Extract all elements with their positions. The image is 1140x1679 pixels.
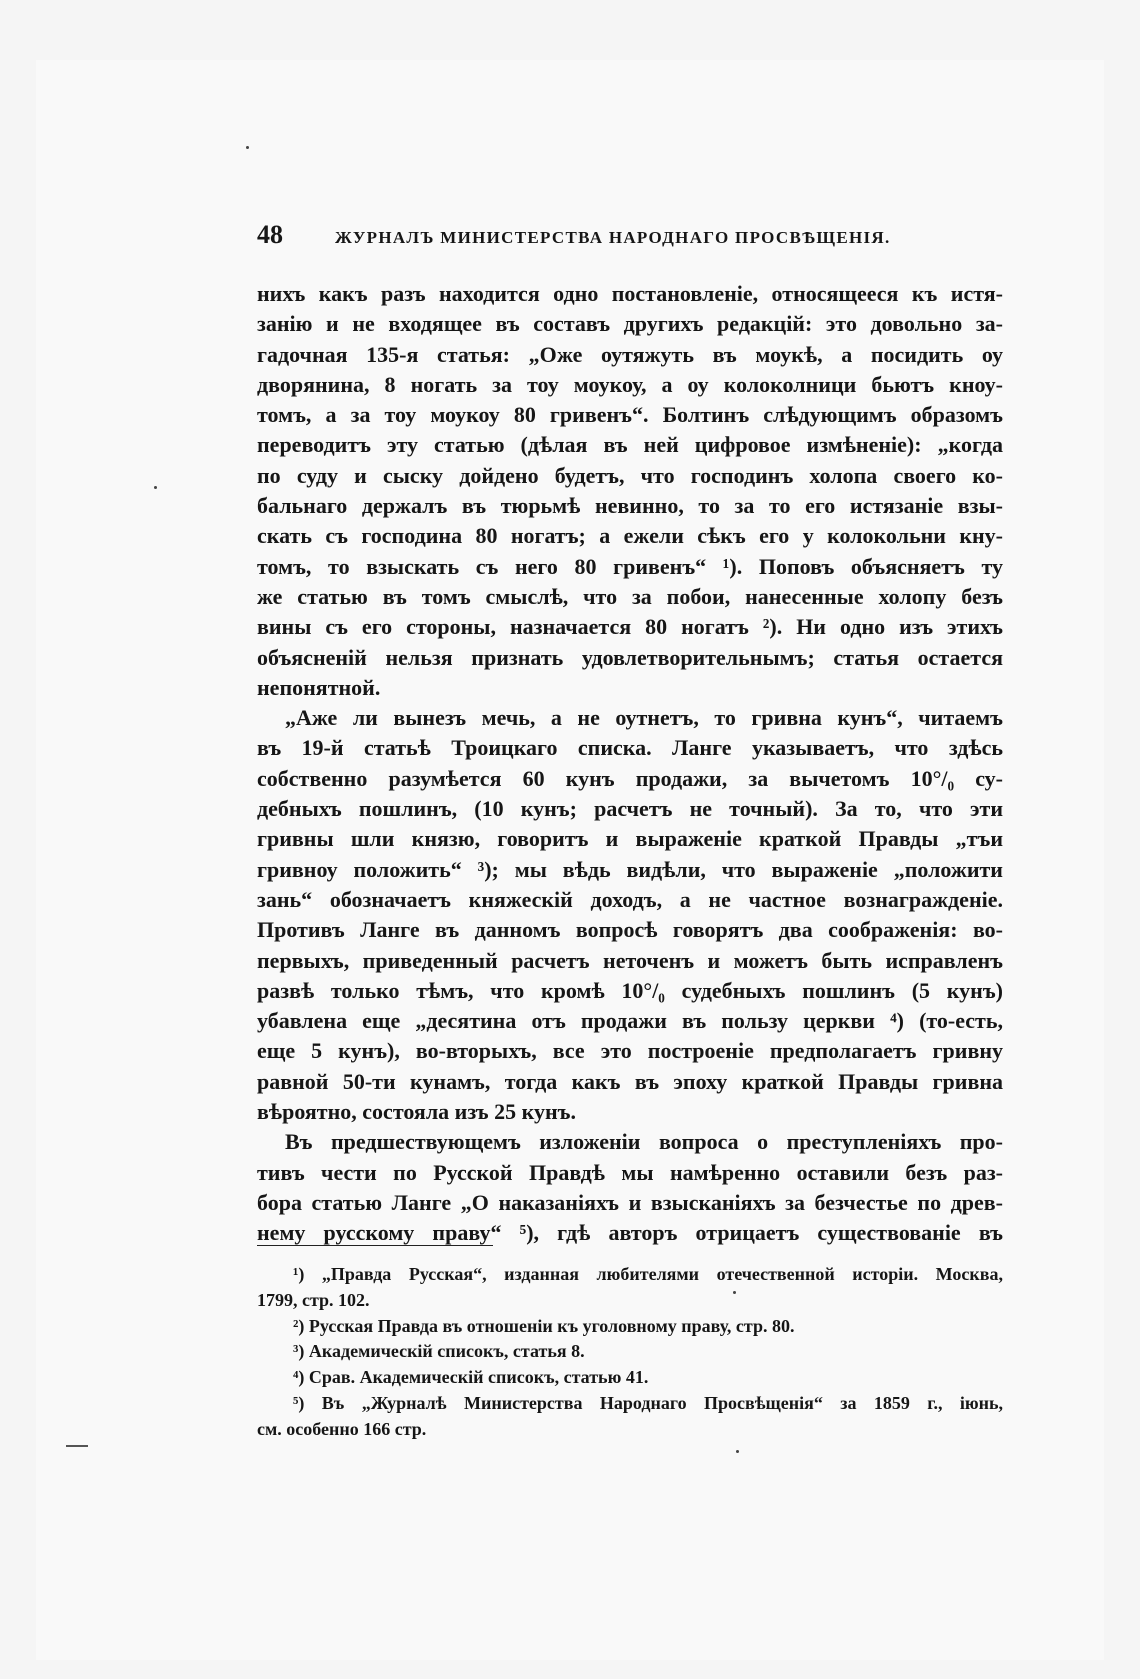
footnote-continuation: 1799, стр. 102.	[257, 1289, 370, 1310]
text-line: непонятной.	[257, 674, 381, 700]
text-line: бора статью Ланге „О наказаніяхъ и взысканіяхъ за безчестье по древ-	[257, 1189, 1003, 1215]
text-line: первыхъ, приведенный расчетъ неточенъ и можетъ быть исправленъ	[257, 947, 1003, 973]
text-line: же статью въ томъ смыслѣ, что за побои, нанесенные холопу безъ	[257, 583, 1003, 609]
footnote-divider	[257, 1245, 493, 1246]
text-line: переводитъ эту статью (дѣлая въ ней цифровое измѣненіе): „когда	[257, 432, 1003, 458]
footnote: ³) Академическій списокъ, статья 8.	[293, 1341, 585, 1362]
text-line: бальнаго держалъ въ тюрьмѣ невинно, то за то его истязаніе взы-	[257, 493, 1003, 519]
footnote: ¹) „Правда Русская“, изданная любителями отечественной исторіи. Москва,	[293, 1264, 1003, 1284]
text-line: убавлена еще „десятина отъ продажи въ пользу церкви ⁴) (то-есть,	[257, 1008, 1003, 1034]
text-line: по суду и сыску дойдено будетъ, что господинъ холопа своего ко-	[257, 462, 1003, 488]
text-line: равной 50-ти кунамъ, тогда какъ въ эпоху краткой Правды гривна	[257, 1068, 1003, 1094]
footnote: ⁵) Въ „Журналѣ Министерства Народнаго Просвѣщенія“ за 1859 г., іюнь,	[293, 1392, 1003, 1413]
scan-speck	[733, 1291, 736, 1294]
text-line: вѣроятно, состояла изъ 25 кунъ.	[257, 1099, 576, 1125]
text-line: дворянина, 8 ногать за тоу моукоу, а оу колоколници бьютъ кноу-	[257, 371, 1003, 397]
text-line: занію и не входящее въ составъ другихъ редакцій: это довольно за-	[257, 311, 1003, 337]
footnote: ²) Русская Правда въ отношеніи къ уголовному праву, стр. 80.	[293, 1315, 795, 1336]
footnote: ⁴) Срав. Академическій списокъ, статью 41.	[293, 1367, 649, 1388]
footnote-continuation: см. особенно 166 стр.	[257, 1418, 427, 1439]
body-text	[257, 279, 1003, 1249]
page-header	[257, 220, 907, 250]
text-line: нихъ какъ разъ находится одно постановленіе, относящееся къ истя-	[257, 281, 1003, 306]
text-line: въ 19-й статьѣ Троицкаго списка. Ланге указываетъ, что здѣсь	[257, 735, 1003, 761]
text-line: собственно разумѣется 60 кунъ продажи, за вычетомъ 10°/₀ су-	[257, 765, 1003, 791]
scan-speck	[246, 146, 249, 149]
text-line: гривноу положить“ ³); мы вѣдь видѣли, что выраженіе „положити	[257, 856, 1003, 882]
scan-speck	[154, 486, 157, 489]
running-title: ЖУРНАЛЪ МИНИСТЕРСТВА НАРОДНАГО ПРОСВѢЩЕНІЯ.	[335, 228, 891, 247]
scan-speck	[736, 1450, 739, 1453]
text-line: развѣ только тѣмъ, что кромѣ 10°/₀ судебныхъ пошлинъ (5 кунъ)	[257, 977, 1003, 1003]
text-line: томъ, то взыскать съ него 80 гривенъ“ ¹). Поповъ объясняетъ ту	[257, 553, 1003, 579]
text-line: еще 5 кунъ), во-вторыхъ, все это построеніе предполагаетъ гривну	[257, 1038, 1003, 1064]
scan-mark	[66, 1445, 88, 1447]
text-line: дебныхъ пошлинъ, (10 кунъ; расчетъ не точный). За то, что эти	[257, 796, 1003, 822]
paragraph-start: „Аже ли вынезъ мечь, а не оутнетъ, то гривна кунъ“, читаемъ	[285, 705, 1003, 731]
text-line: гривны шли князю, говоритъ и выраженіе краткой Правды „тъи	[257, 826, 1003, 852]
text-line: зань“ обозначаетъ княжескій доходъ, а не частное вознагражденіе.	[257, 886, 1003, 912]
text-line: объясненій нельзя признать удовлетворительнымъ; статья остается	[257, 644, 1003, 670]
text-line: Противъ Ланге въ данномъ вопросѣ говорятъ два соображенія: во-	[257, 917, 1003, 943]
text-line: вины съ его стороны, назначается 80 ногатъ ²). Ни одно изъ этихъ	[257, 614, 1003, 640]
page-number: 48	[257, 220, 283, 249]
text-line: нему русскому праву“ ⁵), гдѣ авторъ отрицаетъ существованіе въ	[257, 1220, 1003, 1246]
paragraph-start: Въ предшествующемъ изложеніи вопроса о преступленіяхъ про-	[285, 1129, 1003, 1155]
text-line: тивъ чести по Русской Правдѣ мы намѣренно оставили безъ раз-	[257, 1159, 1003, 1185]
footnotes	[257, 1262, 1003, 1443]
text-line: томъ, а за тоу моукоу 80 гривенъ“. Болтинъ слѣдующимъ образомъ	[257, 402, 1003, 428]
text-line: гадочная 135-я статья: „Оже оутяжуть въ моукѣ, а посидить оу	[257, 341, 1003, 367]
text-line: скать съ господина 80 ногатъ; а ежели сѣкъ его у колокольни кну-	[257, 523, 1003, 549]
